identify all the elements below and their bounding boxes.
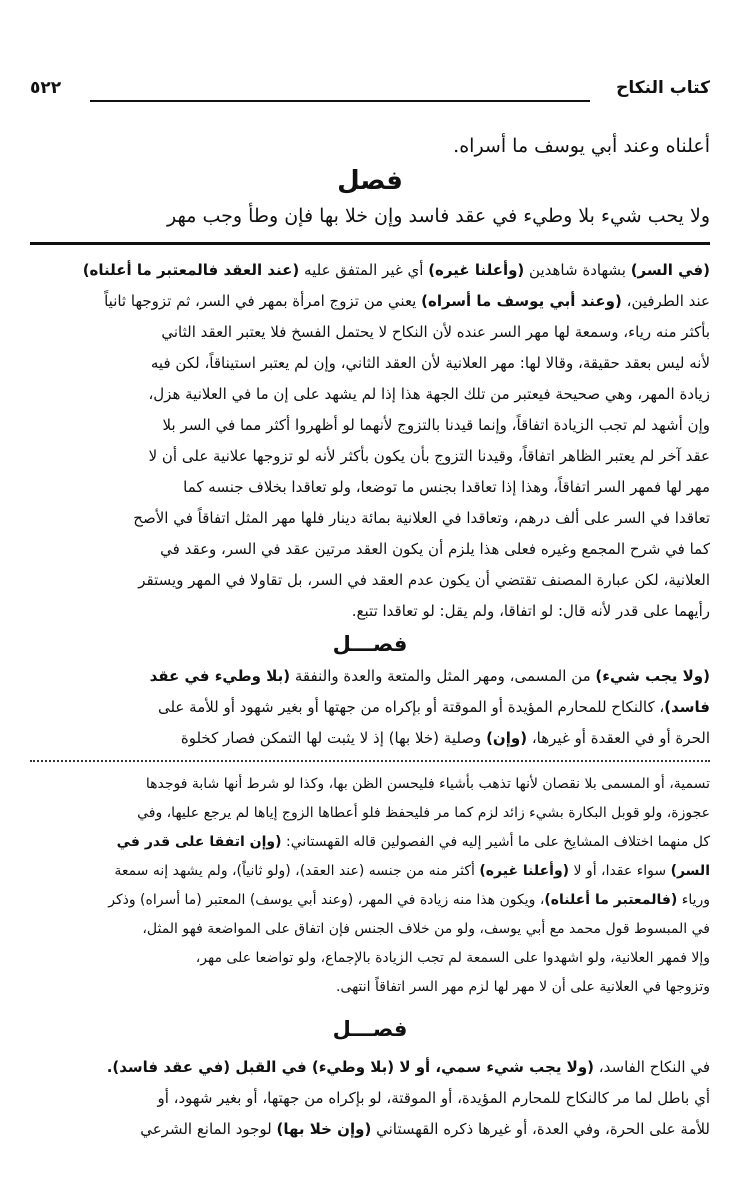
text-phrase: الحرة أو في العقدة أو غيرها، — [527, 729, 710, 747]
sharh-line — [30, 1114, 710, 1145]
fasl-heading-top: فصل — [337, 166, 403, 196]
text-phrase: من المسمى، ومهر المثل والمتعة والعدة والنفقة — [290, 667, 596, 685]
running-title: كتاب النكاح — [616, 78, 710, 98]
text-phrase: أكثر منه من جنسه (عند العقد)، (ولو ثانياً)، ولم يشهد إنه سمعة — [114, 863, 480, 879]
text-phrase: ، ويكون هذا منه زيادة في المهر، (وعند أبي يوسف) المعتبر (ما أسراه) وذكر — [108, 892, 545, 908]
book-page — [30, 70, 710, 1145]
text-phrase: كل منهما اختلاف المشايخ على ما أشير إليه في الفصولين قاله القهستاني: — [281, 834, 710, 850]
bold-phrase: (في السر) — [630, 261, 710, 279]
sharh-bottom — [30, 1052, 710, 1145]
footnote-separator — [30, 760, 710, 762]
sharh-line: عقد آخر لم يعتبر الظاهر اتفاقاً، وقيدنا التزوج بأن يكون بأكثر لأنه لو تزوجها علانية على أن لا — [148, 447, 710, 465]
hashiya-line: تسمية، أو المسمى بلا نقصان لأنها تذهب بأشياء فليحسن الظن بها، وكذا لو شرط أنها شابة فوجدها — [145, 776, 710, 792]
text-phrase: في النكاح الفاسد، — [594, 1058, 710, 1076]
section-rule — [30, 242, 710, 245]
text-phrase: لوجود المانع الشرعي — [140, 1120, 277, 1138]
sharh-line — [30, 692, 710, 723]
hashiya-line — [30, 828, 710, 857]
fasl-heading-bottom: فصـــل — [332, 1017, 408, 1041]
bold-phrase: (وأعلنا غيره) — [479, 863, 570, 879]
hashiya-line — [30, 886, 710, 915]
text-phrase: ، كالنكاح للمحارم المؤيدة أو الموقتة أو بإكراه من جهتها أو بغير شهود أو للأمة على — [157, 698, 665, 716]
hashiya-line: وإلا فمهر العلانية، ولو اشهدوا على السمعة لم تجب الزيادة بالإجماع، ولو تواضعا على مهر، — [195, 950, 710, 966]
sharh-line: بأكثر منه رياء، وسمعة لها مهر السر عنده لأن النكاح لا يحتمل الفسخ فلا يعتبر العقد الثاني — [161, 323, 710, 341]
text-phrase: عند الطرفين، — [621, 292, 710, 310]
sharh-line — [30, 255, 710, 286]
hashiya-line: وتزوجها في العلانية على أن لا مهر لها لزم مهر السر اتفاقاً انتهى. — [335, 979, 710, 995]
page-number: ٥٢٢ — [30, 78, 62, 98]
matn-line-2: ولا يحب شيء بلا وطيء في عقد فاسد وإن خلا بها فإن وطأ وجب مهر — [167, 205, 710, 227]
bold-phrase: (وإن) — [486, 729, 528, 747]
hashiya-line: عجوزة، ولو قوبل البكارة بشيء زائد لزم كما مر فليحفظ فلو أعطاها الزوج إياها لم يرجع عليها، وفي — [137, 805, 710, 821]
hashiya-commentary — [30, 770, 710, 1002]
bold-phrase: (ولا يجب شيء سمي، أو لا (بلا وطيء) في القبل (في عقد فاسد). — [106, 1058, 595, 1076]
hashiya-line — [30, 857, 710, 886]
matn-line-1: أعلناه وعند أبي يوسف ما أسراه. — [453, 135, 710, 157]
sharh-line: أي باطل لما مر كالنكاح للمحارم المؤيدة، أو الموقتة، لو بإكراه من جهتها، أو بغير شهود، أو — [157, 1089, 710, 1107]
bold-phrase: (بلا وطيء في عقد — [149, 667, 291, 685]
bold-phrase: (عند العقد فالمعتبر ما أعلناه) — [82, 261, 300, 279]
sharh-line: لأنه ليس بعقد حقيقة، وقالا لها: مهر العلانية لأن العقد الثاني، وإن لم يعتبر استيناقاً، لكن فيه — [150, 354, 710, 372]
sharh-top — [30, 255, 710, 627]
sharh-line — [30, 661, 710, 692]
header-rule — [90, 100, 590, 102]
text-phrase: ورياء — [677, 892, 710, 908]
bold-phrase: (وعند أبي يوسف ما أسراه) — [421, 292, 622, 310]
sharh-line: تعاقدا في السر على ألف درهم، وتعاقدا في العلانية بمائة دينار فلها مهر المثل اتفاقاً في الأصح — [133, 509, 710, 527]
sharh-line: رأيهما على قدر لأنه قال: لو اتفاقا، ولم يقل: لو تعاقدا تتبع. — [351, 602, 710, 620]
text-phrase: وصلية (خلا بها) إذ لا يثبت لها التمكن فصار كخلوة — [180, 729, 487, 747]
bold-phrase: (وأعلنا غيره) — [428, 261, 525, 279]
sharh-middle — [30, 661, 710, 754]
sharh-line: كما في شرح المجمع وغيره فعلى هذا يلزم أن يكون العقد مرتين عقد في السر، وعقد في — [160, 540, 710, 558]
bold-phrase: فاسد) — [664, 698, 710, 716]
sharh-line: زيادة المهر، وهي صحيحة فيعتبر من تلك الجهة هذا إذا لم يشهد على إن ما في العلانية هزل، — [148, 385, 710, 403]
sharh-line: وإن أشهد لم تجب الزيادة اتفاقاً، وإنما قيدنا بالتزوج لأنهما لو أظهروا أكثر مما في السر بلا — [162, 416, 710, 434]
fasl-heading-middle: فصـــل — [332, 632, 408, 656]
text-phrase: سواء عقدا، أو لا — [569, 863, 671, 879]
text-phrase: للأمة على الحرة، وفي العدة، أو غيرها ذكره القهستاني — [371, 1120, 710, 1138]
text-phrase: أي غير المتفق عليه — [299, 261, 429, 279]
sharh-line — [30, 1052, 710, 1083]
bold-phrase: (ولا يجب شيء) — [595, 667, 710, 685]
sharh-line: مهر لها فمهر السر اتفاقاً، وهذا إذا تعاقدا بجنس ما توضعا، ولو تعاقدا بخلاف جنسه كما — [183, 478, 710, 496]
sharh-line: العلانية، لكن عبارة المصنف تقتضي أن يكون عدم العقد في السر، بل تقاولا في المهر ويستقر — [138, 571, 710, 589]
hashiya-line: في المبسوط قول محمد مع أبي يوسف، ولو من خلاف الجنس فإن اتفاق على المواضعة فهو المثل، — [142, 921, 710, 937]
text-phrase: بشهادة شاهدين — [524, 261, 631, 279]
page-header — [30, 70, 710, 110]
sharh-line — [30, 723, 710, 754]
sharh-line — [30, 286, 710, 317]
bold-phrase: (وإن اتفقا على قدر في — [116, 834, 282, 850]
bold-phrase: (وإن خلا بها) — [276, 1120, 372, 1138]
bold-phrase: (فالمعتبر ما أعلناه) — [544, 892, 678, 908]
text-phrase: يعني من تزوج امرأة بمهر في السر، ثم تزوجها ثانياً — [104, 292, 422, 310]
bold-phrase: السر) — [670, 863, 710, 879]
